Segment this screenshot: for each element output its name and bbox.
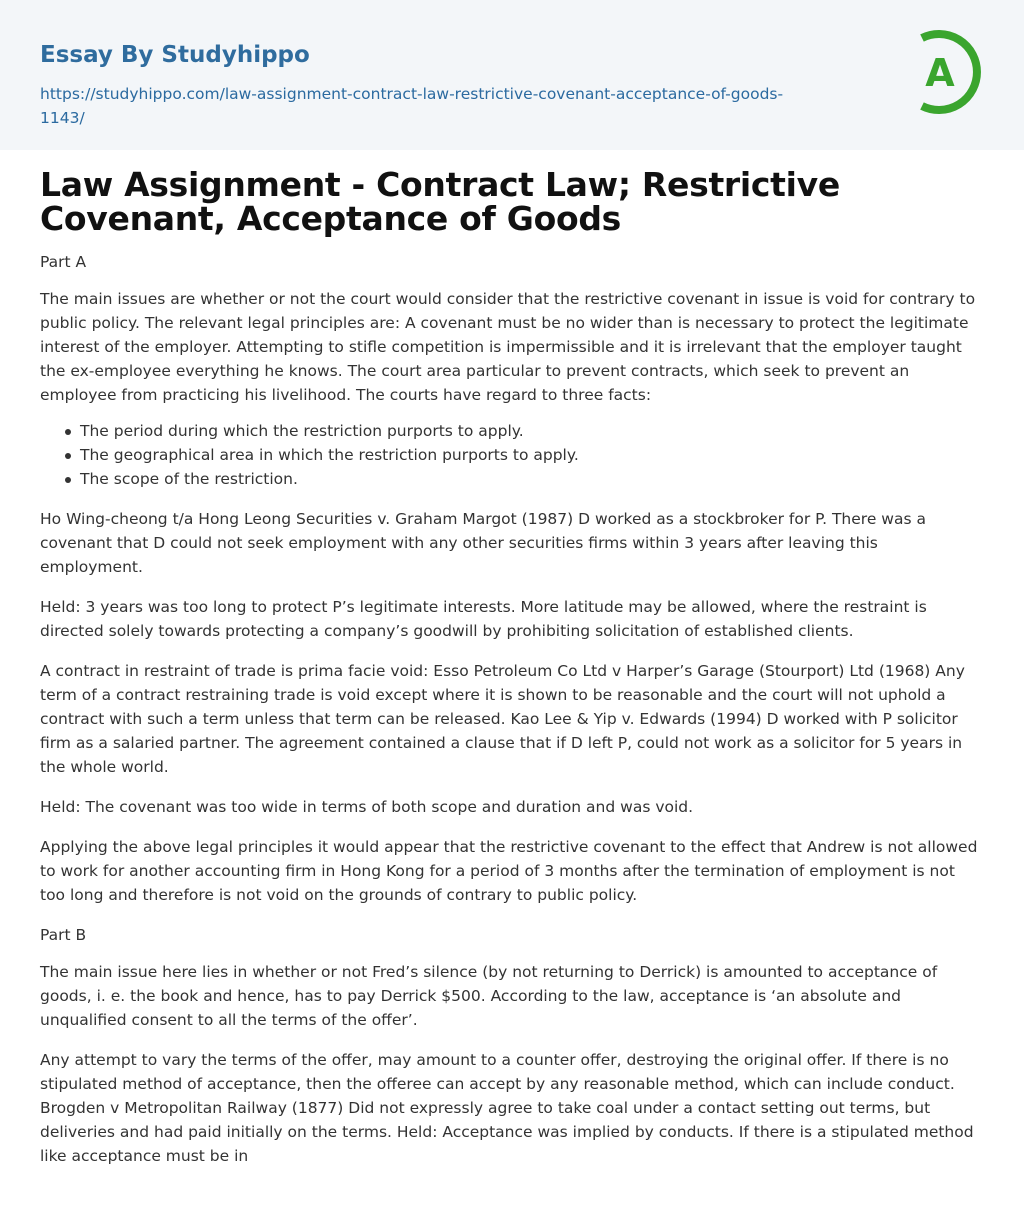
- paragraph: The main issues are whether or not the court would consider that the restrictive covenant in issue is void for contrary to public policy. The relevant legal principles are: A covenant must be no wider than is necessary to protect the legitimate interest of the employer. Attempting to stifle competition is impermissible and it is irrelevant that the employer taught the ex-employee everything he knows. The court area particular to prevent contracts, which seek to prevent an employee from practicing his livelihood. The courts have regard to three facts:: [40, 290, 976, 404]
- article-title: Law Assignment - Contract Law; Restrictive Covenant, Acceptance of Goods: [40, 165, 840, 238]
- studyhippo-logo-icon[interactable]: [910, 28, 988, 116]
- paragraph: A contract in restraint of trade is prima facie void: Esso Petroleum Co Ltd v Harper’s Garage (Stourport) Ltd (1968) Any term of a contract restraining trade is void except where it is shown to be reasonable and the court will not uphold a contract with such a term unless that term can be released. Kao Lee & Yip v. Edwards (1994) D worked with P solicitor firm as a salaried partner. The agreement contained a clause that if D left P, could not work as a solicitor for 5 years in the whole world.: [40, 662, 965, 776]
- part-b-label: Part B: [40, 926, 87, 944]
- paragraph: Held: 3 years was too long to protect P’s legitimate interests. More latitude may be allowed, where the restraint is directed solely towards protecting a company’s goodwill by prohibiting solicitation of established clients.: [40, 598, 927, 640]
- list-item: The geographical area in which the restriction purports to apply.: [80, 443, 984, 467]
- list-item: The scope of the restriction.: [80, 467, 984, 491]
- paragraph: Applying the above legal principles it would appear that the restrictive covenant to the effect that Andrew is not allowed to work for another accounting firm in Hong Kong for a period of 3 months after the termination of employment is not too long and therefore is not void on the grounds of contrary to public policy.: [40, 838, 978, 904]
- facts-list: [40, 419, 984, 491]
- article-url-link[interactable]: https://studyhippo.com/law-assignment-contract-law-restrictive-covenant-acceptance-of-goods-1143/: [40, 85, 784, 127]
- paragraph: The main issue here lies in whether or not Fred’s silence (by not returning to Derrick) is amounted to acceptance of goods, i. e. the book and hence, has to pay Derrick $500. According to the law, acceptance is ‘an absolute and unqualified consent to all the terms of the offer’.: [40, 963, 938, 1029]
- article-body: [0, 150, 1024, 1168]
- site-header: [0, 0, 1024, 150]
- paragraph: Held: The covenant was too wide in terms of both scope and duration and was void.: [40, 798, 694, 816]
- brand-title[interactable]: Essay By Studyhippo: [40, 42, 310, 68]
- paragraph: Ho Wing-cheong t/a Hong Leong Securities v. Graham Margot (1987) D worked as a stockbroker for P. There was a covenant that D could not seek employment with any other securities firms within 3 years after leaving this employment.: [40, 510, 926, 576]
- part-a-label: Part A: [40, 253, 87, 271]
- svg-text:A: A: [925, 51, 955, 95]
- list-item: The period during which the restriction purports to apply.: [80, 419, 984, 443]
- paragraph: Any attempt to vary the terms of the offer, may amount to a counter offer, destroying the original offer. If there is no stipulated method of acceptance, then the offeree can accept by any reasonable method, which can include conduct. Brogden v Metropolitan Railway (1877) Did not expressly agree to take coal under a contact setting out terms, but deliveries and had paid initially on the terms. Held: Acceptance was implied by conducts. If there is a stipulated method like acceptance must be in: [40, 1051, 974, 1165]
